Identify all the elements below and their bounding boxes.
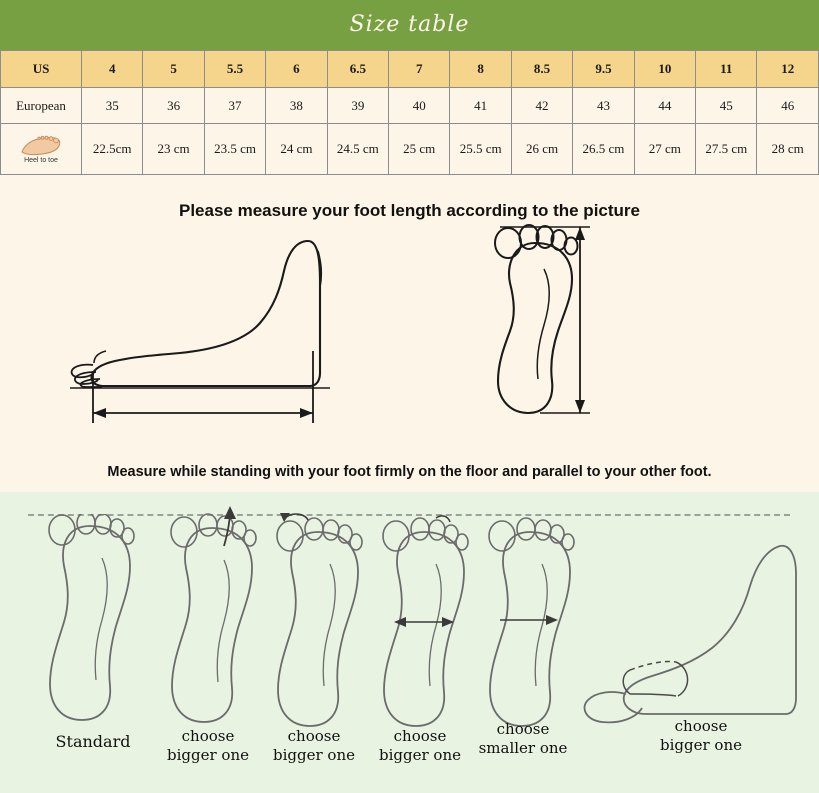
size-table-title: Size table (0, 0, 819, 50)
footprint-caption-1: Standard (55, 732, 131, 751)
footprint-diagram-1 (30, 514, 152, 729)
row-label-us: US (1, 51, 82, 88)
standing-measure-note: Measure while standing with your foot firmly on the floor and parallel to your other foot. (107, 464, 712, 480)
cell-len-10: 27.5 cm (696, 124, 757, 175)
cell-us-7: 8.5 (511, 51, 572, 88)
footprint-diagram-2 (152, 506, 274, 731)
top-view-foot-diagram (440, 221, 620, 441)
size-table-section (0, 0, 819, 175)
footprint-diagram-3 (258, 512, 380, 734)
cell-len-5: 25 cm (389, 124, 450, 175)
cell-eu-3: 38 (266, 88, 327, 124)
cell-len-9: 27 cm (634, 124, 695, 175)
measure-heading: Please measure your foot length according to the picture (179, 201, 640, 220)
cell-len-8: 26.5 cm (573, 124, 634, 175)
footprint-diagram-5 (470, 512, 592, 734)
cell-len-3: 24 cm (266, 124, 327, 175)
cell-eu-0: 35 (82, 88, 143, 124)
cell-len-4: 24.5 cm (327, 124, 388, 175)
cell-len-0: 22.5cm (82, 124, 143, 175)
footprint-comparison-band (0, 492, 819, 793)
cell-us-5: 7 (389, 51, 450, 88)
cell-us-0: 4 (82, 51, 143, 88)
cell-us-11: 12 (757, 51, 819, 88)
table-row-us (1, 51, 819, 88)
cell-us-1: 5 (143, 51, 204, 88)
row-label-european: European (1, 88, 82, 124)
row-label-foot-length (1, 124, 82, 175)
cell-eu-6: 41 (450, 88, 511, 124)
footprint-icon (1, 134, 81, 164)
cell-us-2: 5.5 (204, 51, 265, 88)
cell-len-7: 26 cm (511, 124, 572, 175)
cell-us-8: 9.5 (573, 51, 634, 88)
table-row-length (1, 124, 819, 175)
cell-len-2: 23.5 cm (204, 124, 265, 175)
cell-eu-7: 42 (511, 88, 572, 124)
cell-eu-10: 45 (696, 88, 757, 124)
cell-eu-4: 39 (327, 88, 388, 124)
measure-diagrams (0, 221, 819, 491)
footprint-diagram-4 (364, 512, 486, 734)
cell-us-9: 10 (634, 51, 695, 88)
cell-us-3: 6 (266, 51, 327, 88)
footprint-caption-4: choose bigger one (379, 727, 461, 764)
side-view-foot-diagram (60, 231, 340, 431)
table-row-european (1, 88, 819, 124)
footprint-caption-2: choose bigger one (167, 727, 249, 764)
cell-us-4: 6.5 (327, 51, 388, 88)
footprint-caption-6: choose bigger one (660, 717, 742, 754)
cell-len-1: 23 cm (143, 124, 204, 175)
cell-eu-8: 43 (573, 88, 634, 124)
footprint-caption-5: choose smaller one (478, 720, 568, 757)
footprint-caption-3: choose bigger one (273, 727, 355, 764)
cell-eu-11: 46 (757, 88, 819, 124)
foot-icon-caption: Heel to toe (24, 157, 58, 164)
cell-len-6: 25.5 cm (450, 124, 511, 175)
cell-eu-1: 36 (143, 88, 204, 124)
footprint-diagram-6-side (580, 544, 800, 734)
cell-eu-5: 40 (389, 88, 450, 124)
cell-us-6: 8 (450, 51, 511, 88)
cell-eu-2: 37 (204, 88, 265, 124)
cell-us-10: 11 (696, 51, 757, 88)
cell-eu-9: 44 (634, 88, 695, 124)
size-table (0, 50, 819, 175)
cell-len-11: 28 cm (757, 124, 819, 175)
